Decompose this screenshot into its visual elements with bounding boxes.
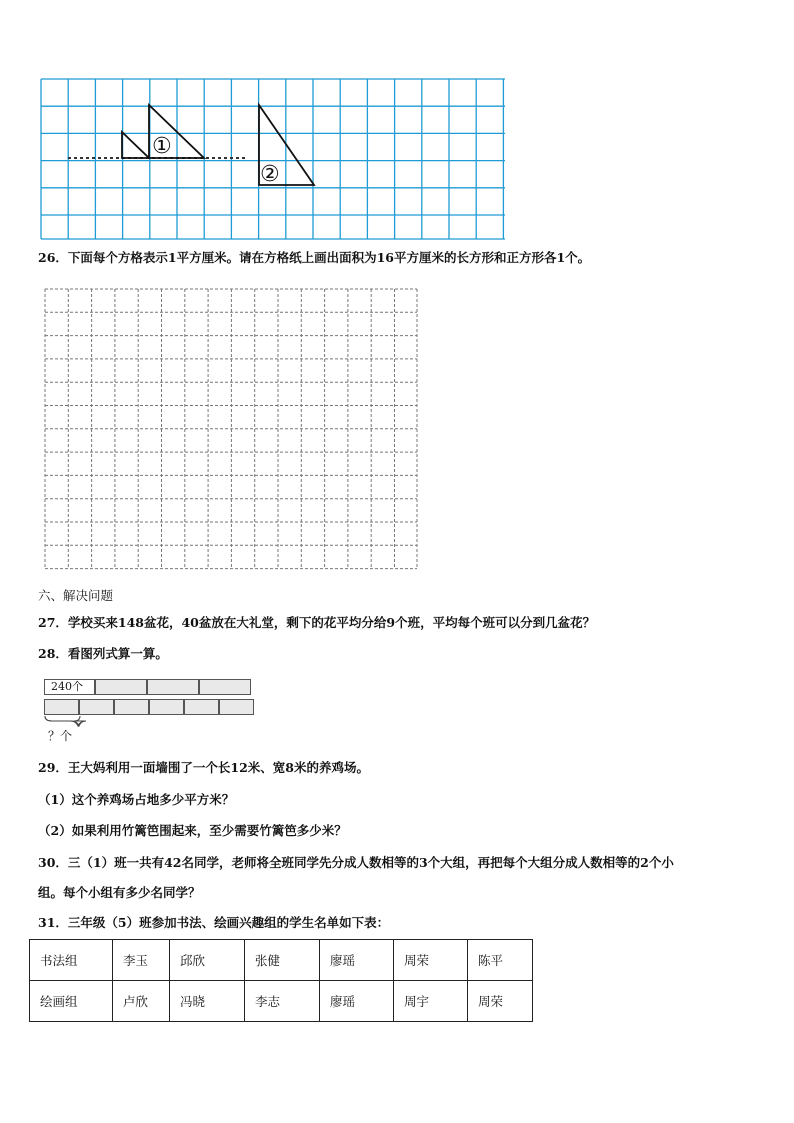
table-cell: 周宇 <box>394 981 468 1022</box>
question-29-sub2: （2）如果利用竹篱笆围起来，至少需要竹篱笆多少米？ <box>38 823 347 838</box>
table-row <box>30 981 533 1022</box>
table-cell: 邱欣 <box>170 940 245 981</box>
triangle-1-label: ① <box>152 134 172 159</box>
bar-segment <box>44 699 79 715</box>
table-cell: 陈平 <box>468 940 533 981</box>
dashed-grid-paper[interactable] <box>44 288 418 570</box>
table-cell: 卢欣 <box>113 981 170 1022</box>
bar-segment <box>114 699 149 715</box>
question-29-sub1: （1）这个养鸡场占地多少平方米？ <box>38 792 235 807</box>
table-cell: 书法组 <box>30 940 113 981</box>
triangle-grid-figure <box>40 78 506 240</box>
bar-total-label: 240个 <box>44 679 95 695</box>
bar-diagram <box>44 679 264 749</box>
table-cell: 张健 <box>245 940 320 981</box>
section-6-title: 六、解决问题 <box>38 588 114 603</box>
table-cell: 冯晓 <box>170 981 245 1022</box>
question-count-label: ？个 <box>48 729 73 743</box>
bar-segment <box>147 679 199 695</box>
question-30-line2: 组。每个小组有多少名同学？ <box>38 885 201 900</box>
interest-group-table <box>29 939 533 1022</box>
table-cell: 绘画组 <box>30 981 113 1022</box>
table-cell: 周荣 <box>394 940 468 981</box>
table-cell: 廖瑶 <box>320 981 394 1022</box>
table-cell: 李玉 <box>113 940 170 981</box>
question-27: 27．学校买来148盆花，40盆放在大礼堂，剩下的花平均分给9个班，平均每个班可以分到几盆花？ <box>38 615 596 630</box>
table-cell: 廖瑶 <box>320 940 394 981</box>
bar-segment <box>219 699 254 715</box>
question-26: 26．下面每个方格表示1平方厘米。请在方格纸上画出面积为16平方厘米的长方形和正方形各1个。 <box>38 250 591 265</box>
bar-segment <box>79 699 114 715</box>
question-31: 31．三年级（5）班参加书法、绘画兴趣组的学生名单如下表： <box>38 915 390 930</box>
table-cell: 李志 <box>245 981 320 1022</box>
bar-segment <box>184 699 219 715</box>
triangle-2-label: ② <box>260 162 280 187</box>
small-triangle <box>122 132 149 158</box>
question-28: 28．看图列式算一算。 <box>38 646 168 661</box>
bar-segment <box>199 679 251 695</box>
table-cell: 周荣 <box>468 981 533 1022</box>
bar-bottom <box>44 699 254 715</box>
bar-segment <box>149 699 184 715</box>
question-30-line1: 30．三（1）班一共有42名同学，老师将全班同学先分成人数相等的3个大组，再把每个大组分成人数相等的2个小 <box>38 855 674 870</box>
question-29: 29．王大妈利用一面墙围了一个长12米、宽8米的养鸡场。 <box>38 760 369 775</box>
brace-icon <box>44 715 104 727</box>
table-row <box>30 940 533 981</box>
bar-segment <box>95 679 147 695</box>
bar-top <box>44 679 251 695</box>
